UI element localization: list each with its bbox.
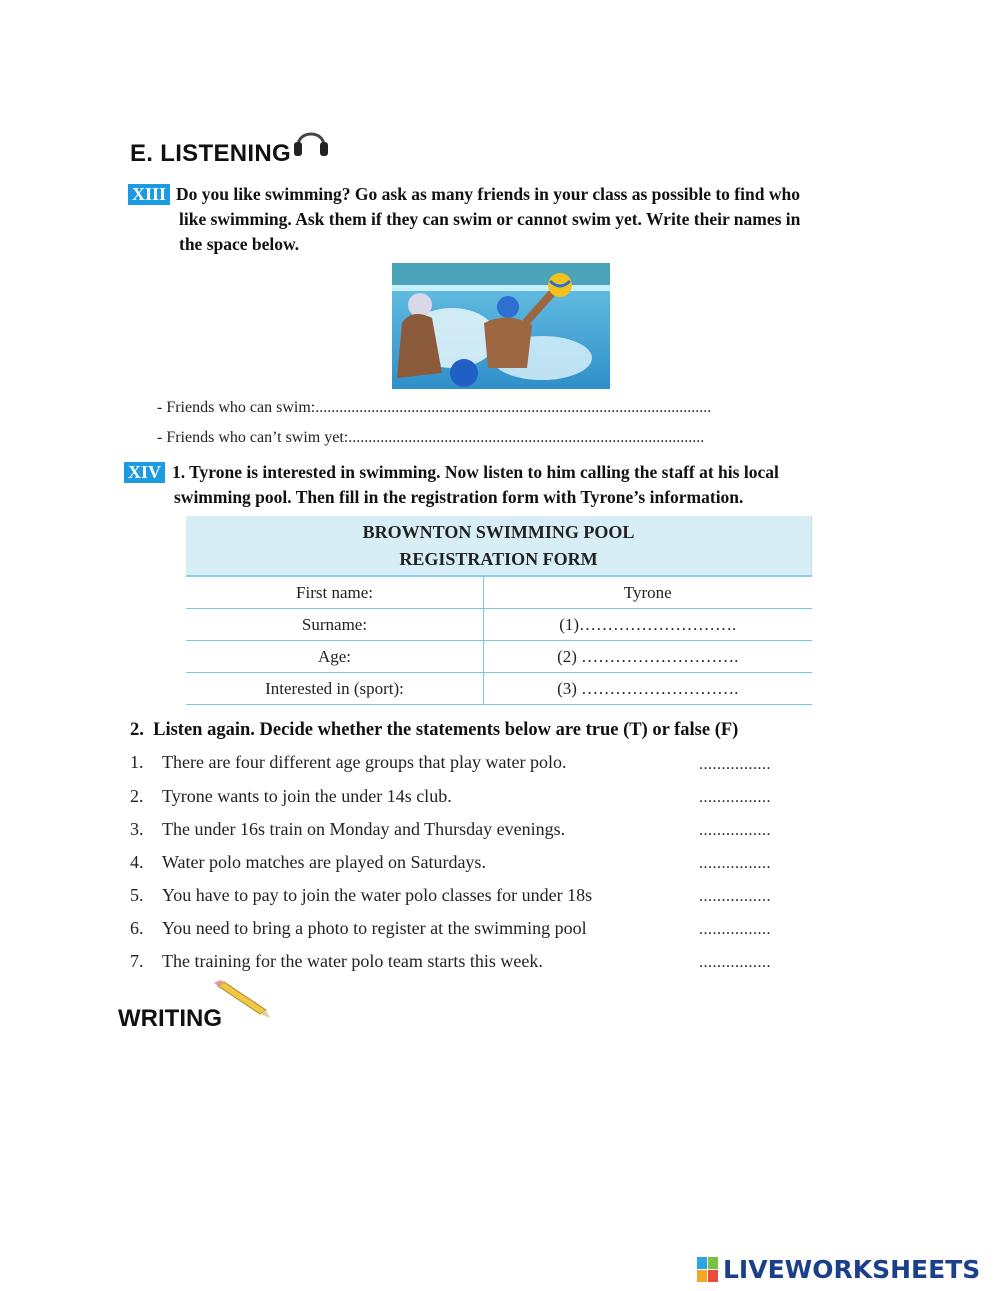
form-blank-1[interactable]: (1)………………………. xyxy=(484,609,812,641)
statement-item xyxy=(130,752,670,776)
statement-number: 7. xyxy=(130,951,144,971)
statement-number: 2. xyxy=(130,786,144,806)
task13-instruction-line1: Do you like swimming? Go ask as many friends in your class as possible to find who xyxy=(176,184,800,204)
headphones-icon xyxy=(290,120,332,162)
task13-instruction-line2: like swimming. Ask them if they can swim or cannot swim yet. Write their names in xyxy=(179,209,801,229)
form-label: Surname: xyxy=(186,609,484,641)
form-label: Interested in (sport): xyxy=(186,673,484,705)
task-badge-xiv: XIV xyxy=(124,462,165,483)
liveworksheets-logo-icon xyxy=(697,1257,719,1283)
statement-text: Tyrone wants to join the under 14s club. xyxy=(162,786,452,806)
answer-blank-5[interactable]: ................ xyxy=(699,888,771,905)
statement-item xyxy=(130,786,670,810)
form-row-surname xyxy=(186,609,812,641)
form-value: Tyrone xyxy=(484,576,812,609)
statement-number: 1. xyxy=(130,752,144,772)
statement-item xyxy=(130,852,670,876)
statement-number: 3. xyxy=(130,819,144,839)
answer-blank-2[interactable]: ................ xyxy=(699,789,771,806)
friends-cant-swim-line[interactable]: - Friends who can’t swim yet:......................................................................................... xyxy=(157,429,705,446)
statement-text: Water polo matches are played on Saturdays. xyxy=(162,852,486,872)
statement-text: The training for the water polo team starts this week. xyxy=(162,951,543,971)
statement-text: You have to pay to join the water polo classes for under 18s xyxy=(162,885,593,905)
registration-form xyxy=(186,516,812,705)
task13-instruction-line3: the space below. xyxy=(179,234,300,254)
form-row-first-name xyxy=(186,576,812,609)
pencil-icon xyxy=(212,980,274,1020)
statement-number: 4. xyxy=(130,852,144,872)
form-title-line1: BROWNTON SWIMMING POOL xyxy=(362,522,635,542)
form-label: Age: xyxy=(186,641,484,673)
form-title xyxy=(186,516,812,576)
statement-item xyxy=(130,885,670,909)
task-badge-xiii: XIII xyxy=(128,184,170,205)
section-title: E. LISTENING xyxy=(130,140,291,167)
form-blank-2[interactable]: (2) ………………………. xyxy=(484,641,812,673)
task14-instruction-line2: swimming pool. Then fill in the registration form with Tyrone’s information. xyxy=(174,487,744,507)
form-label: First name: xyxy=(186,576,484,609)
statement-number: 6. xyxy=(130,918,144,938)
form-blank-3[interactable]: (3) ………………………. xyxy=(484,673,812,705)
part2-title: 2. Listen again. Decide whether the statements below are true (T) or false (F) xyxy=(130,720,739,740)
water-polo-photo xyxy=(392,263,610,389)
form-row-interest xyxy=(186,673,812,705)
liveworksheets-logo-text: LIVEWORKSHEETS xyxy=(723,1255,981,1284)
statement-text: There are four different age groups that play water polo. xyxy=(162,752,567,772)
statement-item xyxy=(130,819,670,843)
statement-item xyxy=(130,951,670,975)
statement-number: 5. xyxy=(130,885,144,905)
friends-can-swim-line[interactable]: - Friends who can swim:................................................................................................... xyxy=(157,399,712,416)
form-title-line2: REGISTRATION FORM xyxy=(399,549,598,569)
answer-blank-4[interactable]: ................ xyxy=(699,855,771,872)
answer-blank-3[interactable]: ................ xyxy=(699,822,771,839)
statement-item xyxy=(130,918,670,942)
answer-blank-7[interactable]: ................ xyxy=(699,954,771,971)
liveworksheets-logo xyxy=(697,1255,980,1284)
next-section-title: WRITING xyxy=(118,1005,222,1032)
form-row-age xyxy=(186,641,812,673)
statement-text: The under 16s train on Monday and Thursday evenings. xyxy=(162,819,566,839)
task14-instruction-line1: 1. Tyrone is interested in swimming. Now listen to him calling the staff at his local xyxy=(172,462,779,482)
answer-blank-1[interactable]: ................ xyxy=(699,756,771,773)
answer-blank-6[interactable]: ................ xyxy=(699,921,771,938)
statement-text: You need to bring a photo to register at the swimming pool xyxy=(162,918,587,938)
